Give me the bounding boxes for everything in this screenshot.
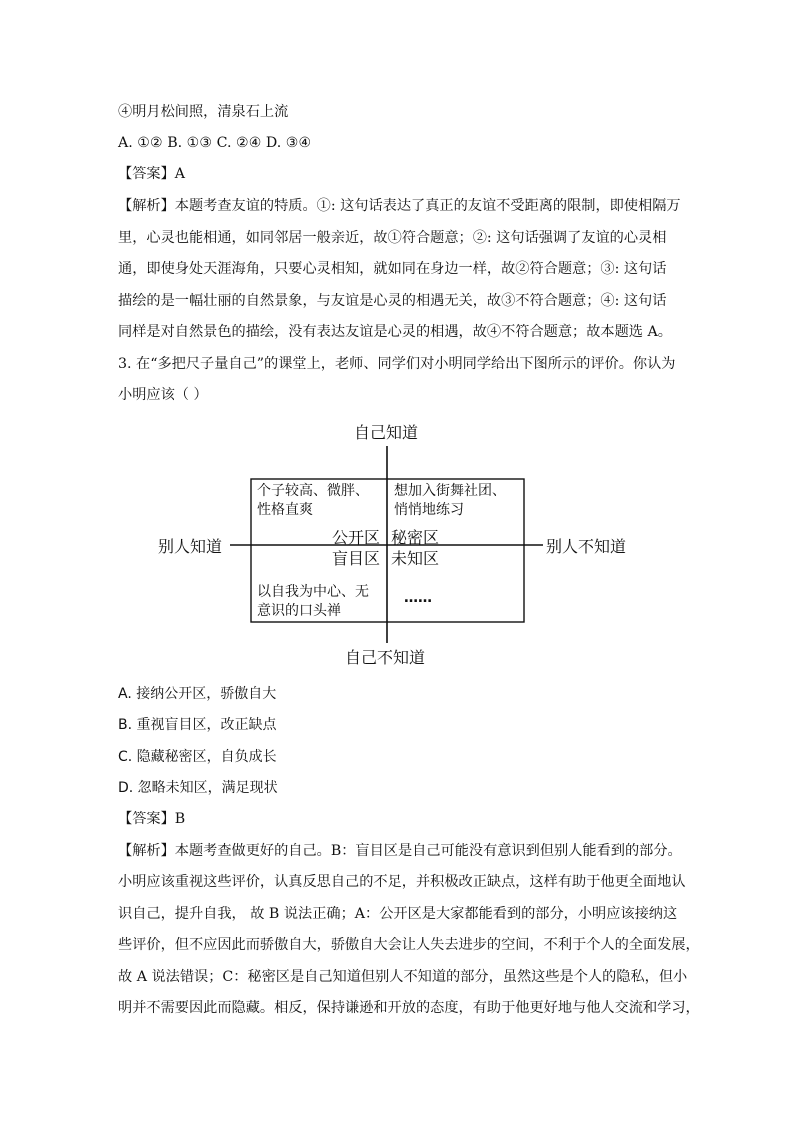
- analysis-q2-line-3: 通，即使身处天涯海角，只要心灵相知，就如同在身边一样，故②符合题意；③: 这句话: [118, 261, 667, 277]
- zone-blind-label: 盲目区: [332, 549, 381, 568]
- cell-bottom-left-line-1: 以自我为中心、无: [257, 584, 369, 600]
- cell-bottom-right-ellipsis: ……: [404, 590, 432, 606]
- cell-top-left-line-2: 性格直爽: [257, 502, 313, 518]
- cell-bottom-left-line-2: 意识的口头禅: [257, 603, 341, 619]
- analysis-q3-line-3: 识自己，提升自我， 故 B 说法正确；A：公开区是大家都能看到的部分，小明应该接纳这: [118, 906, 678, 922]
- zone-unknown-label: 未知区: [391, 549, 440, 568]
- choices-line: A. ①② B. ①③ C. ②④ D. ③④: [118, 135, 312, 151]
- option-c: C. 隐藏秘密区，自负成长: [118, 749, 277, 765]
- top-axis-label: 自己知道: [354, 423, 419, 442]
- option-a: A. 接纳公开区，骄傲自大: [118, 686, 277, 702]
- analysis-q3-line-5: 故 A 说法错误；C：秘密区是自己知道但别人不知道的部分，虽然这些是个人的隐私，但小: [118, 969, 688, 985]
- analysis-q3-line-6: 明并不需要因此而隐藏。相反，保持谦逊和开放的态度，有助于他更好地与他人交流和学习，: [118, 1000, 700, 1016]
- analysis-q2-line-2: 里，心灵也能相通，如同邻居一般亲近，故①符合题意；②: 这句话强调了友谊的心灵相: [118, 230, 667, 246]
- analysis-q3-line-2: 小明应该重视这些评价，认真反思自己的不足，并积极改正缺点，这样有助于他更全面地认: [118, 874, 686, 890]
- option-4-line: ④明月松间照，清泉石上流: [118, 104, 289, 120]
- question-3-stem-line-2: 小明应该（ ）: [118, 387, 208, 403]
- option-b: B. 重视盲目区，改正缺点: [118, 717, 277, 733]
- answer-q3: 【答案】B: [118, 811, 186, 827]
- left-axis-label: 别人知道: [158, 537, 223, 556]
- question-3-stem-line-1: 3. 在“多把尺子量自己”的课堂上，老师、同学们对小明同学给出下图所示的评价。你认为: [118, 356, 676, 372]
- zone-public-label: 公开区: [332, 528, 381, 547]
- analysis-q3-line-1: 【解析】本题考查做更好的自己。B：盲目区是自己可能没有意识到但别人能看到的部分。: [118, 843, 682, 859]
- cell-top-right-line-1: 想加入街舞社团、: [394, 483, 506, 499]
- analysis-q2-line-1: 【解析】本题考查友谊的特质。①: 这句话表达了真正的友谊不受距离的限制，即使相隔万: [118, 198, 681, 214]
- cell-top-right-line-2: 悄悄地练习: [394, 502, 464, 518]
- analysis-q3-line-4: 些评价，但不应因此而骄傲自大，骄傲自大会让人失去进步的空间，不利于个人的全面发展，: [118, 937, 700, 953]
- answer-q2: 【答案】A: [118, 166, 185, 182]
- analysis-q2-line-4: 描绘的是一幅壮丽的自然景象，与友谊是心灵的相遇无关，故③不符合题意；④: 这句话: [118, 293, 667, 309]
- zone-secret-label: 秘密区: [391, 528, 440, 547]
- analysis-q2-line-5: 同样是对自然景色的描绘，没有表达友谊是心灵的相遇，故④不符合题意；故本题选 A。: [118, 324, 672, 340]
- right-axis-label: 别人不知道: [546, 537, 627, 556]
- option-d: D. 忽略未知区，满足现状: [118, 780, 278, 796]
- bottom-axis-label: 自己不知道: [345, 648, 426, 667]
- cell-top-left-line-1: 个子较高、微胖、: [257, 483, 369, 499]
